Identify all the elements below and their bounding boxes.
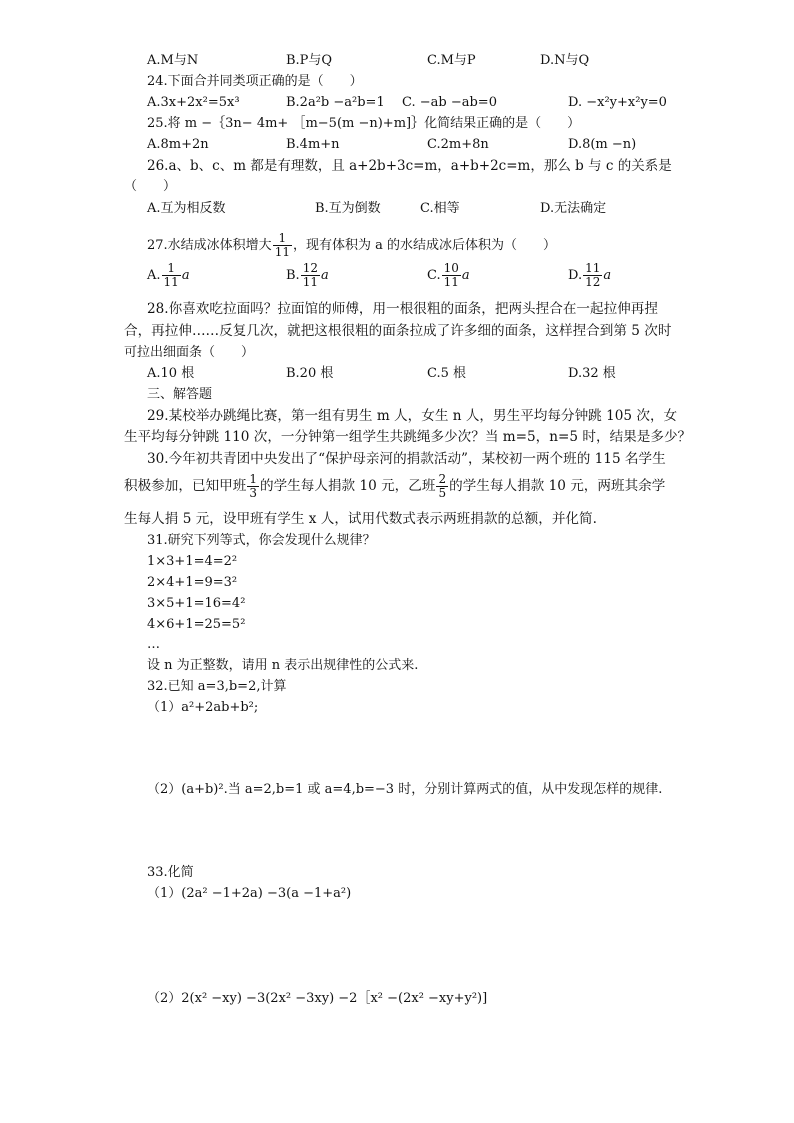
q23-option-d: D.N与Q (540, 53, 590, 68)
q27-option-c-den: 11 (443, 275, 459, 289)
q27-option-b-var: a (320, 268, 329, 283)
q32-part-2: （2）(a+b)².当 a=2,b=1 或 a=4,b=−3 时，分别计算两式的值，从中发现怎样的规律. (147, 782, 663, 797)
q28-option-c: C.5 根 (427, 366, 467, 381)
q27-option-c (427, 262, 470, 289)
q28-option-d: D.32 根 (568, 366, 616, 381)
q26-stem-line2: （ ） (124, 179, 177, 194)
q28-option-a: A.10 根 (147, 366, 195, 381)
q27-option-d-den: 12 (585, 275, 601, 289)
q27-option-a-fraction (162, 262, 181, 289)
q23-option-b: B.P与Q (286, 53, 333, 68)
q33-part-2: （2）2(x² −xy) −3(2x² −3xy) −2［x² −(2x² −xy+y²)] (147, 991, 488, 1006)
q26-stem-line1: 26.a、b、c、m 都是有理数，且 a+2b+3c=m，a+b+2c=m，那么 b 与 c 的关系是 (147, 158, 672, 174)
q28-line2: 合，再拉伸……反复几次，就把这根很粗的面条拉成了许多细的面条，这样捏合到第 5 次时 (124, 323, 672, 339)
q27-stem-post: ，现有体积为 a 的水结成冰后体积为（ ） (292, 238, 556, 253)
q27-option-a (147, 262, 190, 289)
q27-stem-pre: 27.水结成冰体积增大 (147, 238, 272, 253)
q31-equation-2: 2×4+1=9=3² (147, 575, 238, 590)
q25-stem: 25.将 m −｛3n− 4m+ ［m−5(m −n)+m]｝化简结果正确的是（ ） (147, 116, 581, 131)
q31-equation-1: 1×3+1=4=2² (147, 554, 238, 569)
q30-fraction-2-num: 2 (438, 472, 447, 486)
q26-option-a: A.互为相反数 (147, 201, 226, 216)
q23-option-a: A.M与N (147, 53, 199, 68)
q31-ask: 设 n 为正整数，请用 n 表示出规律性的公式来. (147, 658, 419, 673)
section-heading: 三、解答题 (147, 387, 213, 402)
q27-fraction (273, 232, 292, 259)
q33-stem: 33.化简 (147, 865, 194, 880)
q27-option-d (568, 262, 611, 289)
q30-fraction-2-den: 5 (438, 486, 447, 500)
q25-option-c: C.2m+8n (427, 137, 489, 152)
q27-option-c-label: C. (427, 268, 441, 283)
q27-option-a-label: A. (147, 268, 161, 283)
q27-option-a-den: 11 (163, 275, 179, 289)
q27-option-a-var: a (181, 268, 190, 283)
q27-option-b-label: B. (286, 268, 300, 283)
q25-option-d: D.8(m −n) (568, 137, 637, 152)
q23-option-c: C.M与P (427, 53, 476, 68)
q29-line2: 生平均每分钟跳 110 次，一分钟第一组学生共跳绳多少次？当 m=5，n=5 时，结果是多少？ (124, 429, 692, 445)
q29-line1: 29.某校举办跳绳比赛，第一组有男生 m 人，女生 n 人，男生平均每分钟跳 105 次，女 (147, 408, 678, 424)
q26-option-b: B.互为倒数 (315, 201, 381, 216)
q30-fraction-1-num: 1 (249, 472, 257, 486)
q27-option-b-num: 12 (302, 261, 318, 275)
q24-option-d: D. −x²y+x²y=0 (568, 95, 667, 110)
q30-line2-part-b: 的学生每人捐款 10 元，乙班 (259, 478, 436, 494)
q27-stem (147, 232, 556, 259)
q30-line3: 生每人捐 5 元，设甲班有学生 x 人，试用代数式表示两班捐款的总额，并化简. (124, 511, 597, 527)
q30-fraction-2 (436, 473, 448, 500)
q30-line1: 30.今年初共青团中央发出了“保护母亲河的捐款活动”，某校初一两个班的 115 名学生 (147, 451, 666, 467)
q30-fraction-1 (247, 473, 259, 500)
q27-option-d-label: D. (568, 268, 583, 283)
q27-option-d-num: 11 (585, 261, 601, 275)
q28-option-b: B.20 根 (286, 366, 334, 381)
q30-line2 (124, 470, 665, 502)
q30-line2-part-a: 积极参加，已知甲班 (124, 478, 247, 494)
q24-option-b: B.2a²b −a²b=1 (286, 95, 385, 110)
q31-stem: 31.研究下列等式，你会发现什么规律？ (147, 533, 376, 548)
q28-line1: 28.你喜欢吃拉面吗？拉面馆的师傅，用一根很粗的面条，把两头捏合在一起拉伸再捏 (147, 301, 658, 317)
q27-fraction-num: 1 (273, 232, 292, 246)
q30-fraction-1-den: 3 (249, 486, 257, 500)
q31-equation-3: 3×5+1=16=4² (147, 596, 246, 611)
q27-option-c-var: a (461, 268, 470, 283)
q27-option-b (286, 262, 329, 289)
q27-fraction-den: 11 (274, 245, 290, 259)
q27-option-c-fraction (442, 262, 461, 289)
q24-option-c: C. −ab −ab=0 (402, 95, 497, 110)
q24-option-a: A.3x+2x²=5x³ (147, 95, 240, 110)
q33-part-1: （1）(2a² −1+2a) −3(a −1+a²) (147, 886, 352, 901)
q27-option-d-fraction (583, 262, 602, 289)
q27-option-b-den: 11 (302, 275, 318, 289)
q31-ellipsis: … (147, 637, 160, 652)
q26-option-d: D.无法确定 (540, 201, 607, 216)
q27-option-c-num: 10 (443, 261, 459, 275)
q27-option-b-fraction (301, 262, 320, 289)
q28-line3: 可拉出细面条（ ） (124, 345, 255, 360)
q24-stem: 24.下面合并同类项正确的是（ ） (147, 74, 363, 89)
q32-part-1: （1）a²+2ab+b²; (147, 700, 259, 715)
q31-equation-4: 4×6+1=25=5² (147, 617, 246, 632)
q26-option-c: C.相等 (420, 201, 460, 216)
q27-option-a-num: 1 (162, 262, 181, 276)
q27-option-d-var: a (603, 268, 612, 283)
q25-option-a: A.8m+2n (147, 137, 209, 152)
q25-option-b: B.4m+n (286, 137, 340, 152)
q32-stem: 32.已知 a=3,b=2,计算 (147, 679, 287, 694)
q30-line2-part-c: 的学生每人捐款 10 元，两班其余学 (449, 478, 666, 494)
